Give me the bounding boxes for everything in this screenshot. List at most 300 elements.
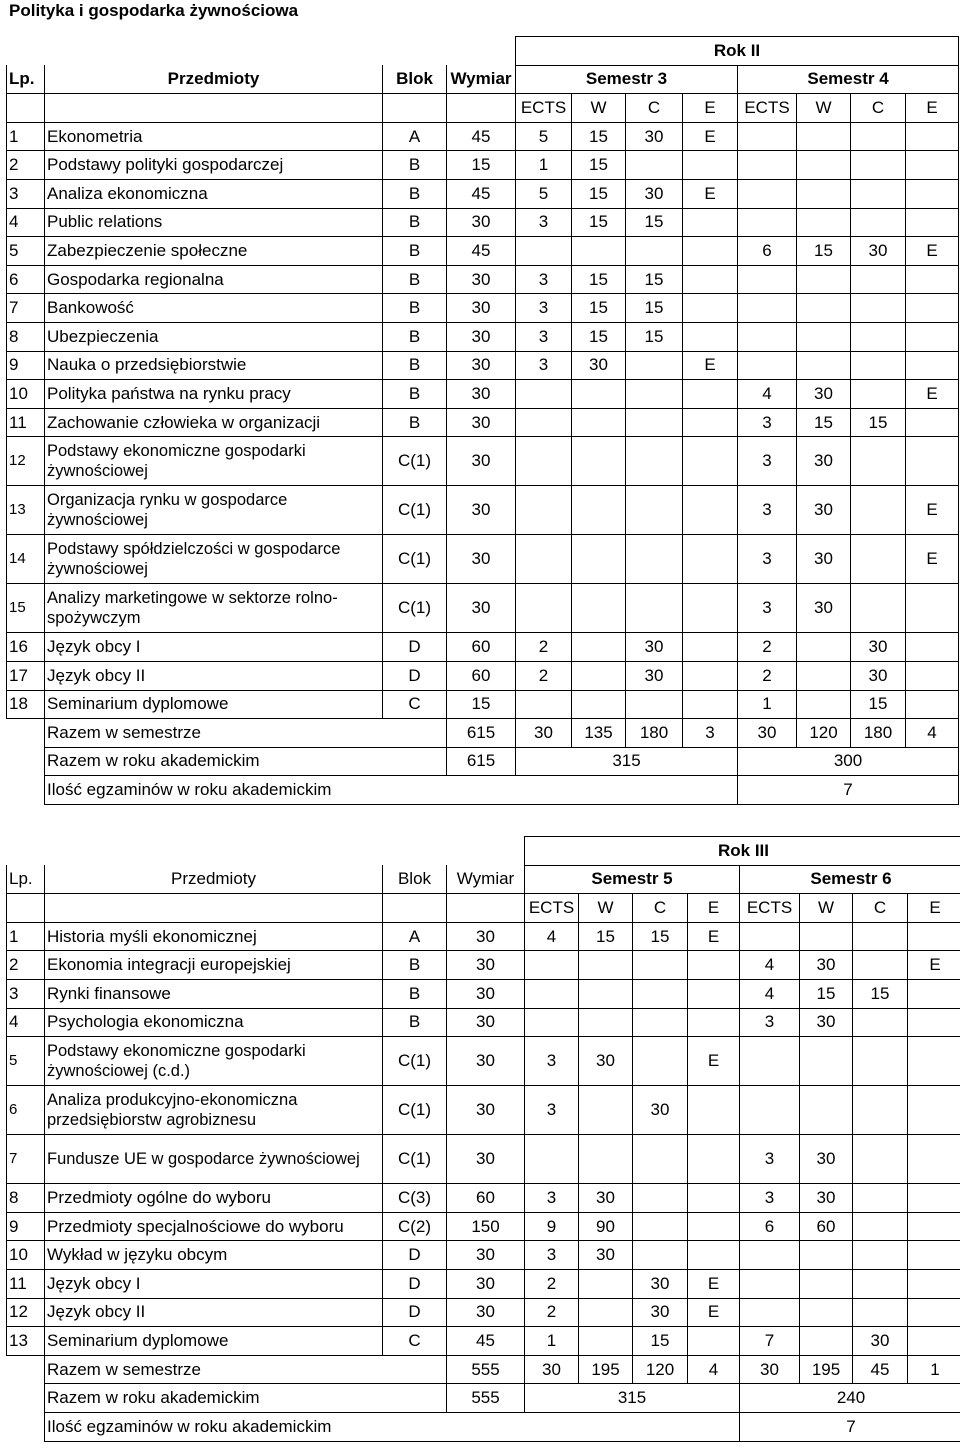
semester-total-value: 135 [572, 719, 626, 748]
lecture-hours [572, 633, 626, 662]
class-hours: 30 [626, 661, 683, 690]
lecture-hours [800, 1086, 853, 1135]
subject-name: Analiza produkcyjno-ekonomiczna przedsiębiorstw agrobiznesu [45, 1086, 383, 1135]
class-hours [851, 486, 906, 535]
course-row [7, 237, 959, 266]
ects: 3 [525, 1086, 579, 1135]
subheader-cell: ECTS [525, 894, 579, 923]
row-number: 1 [7, 922, 45, 951]
class-hours [851, 322, 906, 351]
exam-flag [908, 1086, 960, 1135]
empty-cell [7, 776, 45, 805]
exam-flag [906, 661, 959, 690]
subject-name: Psychologia ekonomiczna [45, 1008, 383, 1037]
course-row [7, 1298, 960, 1327]
row-number: 5 [7, 237, 45, 266]
exam-flag [683, 690, 738, 719]
course-row [7, 922, 960, 951]
lecture-hours: 15 [800, 979, 853, 1008]
row-number: 17 [7, 661, 45, 690]
lecture-hours [579, 1135, 633, 1184]
lecture-hours: 30 [579, 1037, 633, 1086]
semester-total-value: 4 [688, 1355, 740, 1384]
course-row [7, 633, 959, 662]
class-hours: 15 [851, 408, 906, 437]
lecture-hours: 30 [797, 584, 851, 633]
ects: 9 [525, 1212, 579, 1241]
ects: 3 [740, 1184, 800, 1213]
course-row [7, 584, 959, 633]
course-row [7, 1241, 960, 1270]
row-number: 2 [7, 951, 45, 980]
exam-flag [908, 1135, 960, 1184]
lecture-hours [579, 1298, 633, 1327]
ects [738, 151, 797, 180]
class-hours [626, 690, 683, 719]
semester-total-label: Razem w semestrze [45, 1355, 447, 1384]
exam-flag [683, 408, 738, 437]
class-hours [853, 1008, 908, 1037]
lecture-hours [797, 294, 851, 323]
exam-flag [683, 294, 738, 323]
exam-flag [908, 1184, 960, 1213]
hours-total: 15 [447, 690, 516, 719]
hours-total: 60 [447, 1184, 525, 1213]
exam-flag [906, 151, 959, 180]
block-code: C [383, 690, 447, 719]
ects [516, 408, 572, 437]
hours-total: 30 [447, 486, 516, 535]
class-hours: 30 [851, 661, 906, 690]
exam-flag [688, 1327, 740, 1356]
subheader-cell: E [906, 94, 959, 123]
lecture-hours [797, 661, 851, 690]
empty-cell [45, 94, 383, 123]
class-hours [633, 1212, 688, 1241]
ects: 2 [516, 661, 572, 690]
hours-total: 45 [447, 179, 516, 208]
exam-flag [908, 1327, 960, 1356]
lecture-hours: 30 [572, 351, 626, 380]
block-code: B [383, 322, 447, 351]
exam-flag: E [908, 951, 960, 980]
row-number: 4 [7, 1008, 45, 1037]
course-row [7, 1327, 960, 1356]
lecture-hours: 15 [572, 122, 626, 151]
course-row [7, 1037, 960, 1086]
class-hours [626, 437, 683, 486]
ects: 3 [738, 486, 797, 535]
course-row [7, 951, 960, 980]
exam-flag [683, 437, 738, 486]
semester-total-value: 45 [853, 1355, 908, 1384]
exam-flag [683, 633, 738, 662]
semester-total-value: 30 [516, 719, 572, 748]
subjects-header: Przedmioty [45, 865, 383, 894]
subject-name: Zachowanie człowieka w organizacji [45, 408, 383, 437]
row-number: 16 [7, 633, 45, 662]
class-hours [853, 1037, 908, 1086]
class-hours [851, 380, 906, 409]
hours-total: 30 [447, 1037, 525, 1086]
year-total-sem-a: 315 [525, 1384, 740, 1413]
lecture-hours: 30 [797, 437, 851, 486]
lecture-hours: 15 [572, 208, 626, 237]
hours-header: Wymiar [447, 865, 525, 894]
subheader-row [7, 894, 960, 923]
subject-name: Wykład w języku obcym [45, 1241, 383, 1270]
ects: 3 [516, 351, 572, 380]
block-code: D [383, 633, 447, 662]
block-code: D [383, 1298, 447, 1327]
semester-total-value: 615 [447, 719, 516, 748]
row-number: 18 [7, 690, 45, 719]
exam-flag: E [688, 922, 740, 951]
empty-cell [447, 94, 516, 123]
class-hours [853, 1241, 908, 1270]
ects: 1 [525, 1327, 579, 1356]
empty-cell [383, 94, 447, 123]
class-hours: 15 [626, 208, 683, 237]
row-number: 7 [7, 1135, 45, 1184]
hours-total: 30 [447, 584, 516, 633]
subheader-cell: W [572, 94, 626, 123]
lecture-hours: 30 [800, 1135, 853, 1184]
class-hours [853, 922, 908, 951]
exam-flag: E [688, 1269, 740, 1298]
ects: 3 [525, 1037, 579, 1086]
year-total-row [7, 747, 959, 776]
class-hours: 30 [851, 633, 906, 662]
class-hours [626, 535, 683, 584]
row-number: 12 [7, 1298, 45, 1327]
subject-name: Rynki finansowe [45, 979, 383, 1008]
class-hours [851, 122, 906, 151]
exam-flag: E [906, 486, 959, 535]
subject-name: Ekonomia integracji europejskiej [45, 951, 383, 980]
course-row [7, 294, 959, 323]
semester-total-value: 1 [908, 1355, 960, 1384]
course-row [7, 351, 959, 380]
row-number: 4 [7, 208, 45, 237]
lecture-hours: 60 [800, 1212, 853, 1241]
exam-flag: E [906, 237, 959, 266]
lecture-hours: 15 [797, 408, 851, 437]
ects [525, 951, 579, 980]
year-total-sem-b: 240 [740, 1384, 960, 1413]
exams-row [7, 1412, 960, 1441]
class-hours: 30 [853, 1327, 908, 1356]
row-number: 15 [7, 584, 45, 633]
year-2-table [6, 36, 959, 805]
lecture-hours [800, 1037, 853, 1086]
hours-total: 30 [447, 1086, 525, 1135]
block-code: B [383, 979, 447, 1008]
row-number: 5 [7, 1037, 45, 1086]
ects: 3 [738, 535, 797, 584]
lecture-hours [797, 265, 851, 294]
lecture-hours [579, 1086, 633, 1135]
lecture-hours [572, 535, 626, 584]
ects [516, 584, 572, 633]
block-code: B [383, 208, 447, 237]
hours-total: 45 [447, 1327, 525, 1356]
course-row [7, 408, 959, 437]
block-code: C(1) [383, 535, 447, 584]
subject-name: Seminarium dyplomowe [45, 1327, 383, 1356]
class-hours: 15 [626, 294, 683, 323]
empty-cell [7, 94, 45, 123]
ects [525, 979, 579, 1008]
course-row [7, 1269, 960, 1298]
empty-cell [7, 1355, 45, 1384]
hours-total: 60 [447, 661, 516, 690]
ects: 3 [516, 322, 572, 351]
empty-cell [7, 747, 45, 776]
row-number: 10 [7, 380, 45, 409]
exam-flag [688, 1008, 740, 1037]
ects [738, 179, 797, 208]
class-hours [853, 951, 908, 980]
subject-name: Nauka o przedsiębiorstwie [45, 351, 383, 380]
row-number: 3 [7, 179, 45, 208]
class-hours [851, 437, 906, 486]
exam-flag [683, 486, 738, 535]
exam-flag [683, 322, 738, 351]
block-code: B [383, 179, 447, 208]
block-code: D [383, 1241, 447, 1270]
course-row [7, 437, 959, 486]
course-row [7, 1184, 960, 1213]
block-header: Blok [383, 65, 447, 94]
exam-flag [906, 437, 959, 486]
semester-total-value: 180 [851, 719, 906, 748]
class-hours [851, 351, 906, 380]
course-row [7, 661, 959, 690]
class-hours [851, 179, 906, 208]
course-row [7, 1008, 960, 1037]
empty-cell [383, 894, 447, 923]
exam-flag [908, 1269, 960, 1298]
course-row [7, 1135, 960, 1184]
row-number: 6 [7, 1086, 45, 1135]
subject-name: Podstawy spółdzielczości w gospodarce żywnościowej [45, 535, 383, 584]
lecture-hours [797, 633, 851, 662]
lecture-hours [797, 322, 851, 351]
year-total-hours: 615 [447, 747, 516, 776]
ects [516, 486, 572, 535]
block-code: B [383, 1008, 447, 1037]
subject-name: Bankowość [45, 294, 383, 323]
class-hours: 15 [626, 265, 683, 294]
semester-total-value: 30 [740, 1355, 800, 1384]
class-hours [633, 1037, 688, 1086]
subject-name: Język obcy II [45, 661, 383, 690]
class-hours [633, 951, 688, 980]
column-header-row [7, 65, 959, 94]
exam-flag [906, 690, 959, 719]
exam-flag [683, 265, 738, 294]
block-code: C(2) [383, 1212, 447, 1241]
block-code: C(3) [383, 1184, 447, 1213]
lecture-hours: 30 [797, 486, 851, 535]
hours-total: 60 [447, 633, 516, 662]
class-hours: 30 [633, 1269, 688, 1298]
subject-name: Język obcy I [45, 1269, 383, 1298]
lecture-hours [572, 486, 626, 535]
class-hours [853, 1135, 908, 1184]
exam-flag [906, 208, 959, 237]
lecture-hours [797, 351, 851, 380]
block-code: B [383, 237, 447, 266]
ects: 4 [740, 979, 800, 1008]
lecture-hours [579, 1269, 633, 1298]
class-hours [633, 1184, 688, 1213]
semester-total-value: 180 [626, 719, 683, 748]
lecture-hours [797, 122, 851, 151]
empty-cell [45, 894, 383, 923]
class-hours [626, 237, 683, 266]
ects [516, 535, 572, 584]
exam-flag [908, 1298, 960, 1327]
exams-row [7, 776, 959, 805]
ects [738, 322, 797, 351]
hours-header: Wymiar [447, 65, 516, 94]
semester-total-label: Razem w semestrze [45, 719, 447, 748]
year-total-sem-b: 300 [738, 747, 959, 776]
class-hours [633, 1135, 688, 1184]
class-hours [633, 1008, 688, 1037]
class-hours [851, 294, 906, 323]
year-label: Rok III [525, 837, 960, 866]
ects: 3 [740, 1135, 800, 1184]
subject-name: Zabezpieczenie społeczne [45, 237, 383, 266]
subheader-cell: C [851, 94, 906, 123]
lecture-hours: 15 [572, 179, 626, 208]
block-code: C(1) [383, 437, 447, 486]
block-code: C(1) [383, 1135, 447, 1184]
subject-name: Podstawy ekonomiczne gospodarki żywnościowej (c.d.) [45, 1037, 383, 1086]
class-hours: 30 [633, 1298, 688, 1327]
semester-total-value: 3 [683, 719, 738, 748]
row-number: 3 [7, 979, 45, 1008]
exams-count: 7 [738, 776, 959, 805]
lecture-hours: 15 [572, 151, 626, 180]
ects: 5 [516, 122, 572, 151]
semester-b-header: Semestr 4 [738, 65, 959, 94]
ects [525, 1008, 579, 1037]
ects [740, 1298, 800, 1327]
lecture-hours: 30 [800, 1184, 853, 1213]
hours-total: 30 [447, 1135, 525, 1184]
hours-total: 30 [447, 1008, 525, 1037]
course-row [7, 1212, 960, 1241]
year-label: Rok II [516, 37, 959, 66]
class-hours [853, 1298, 908, 1327]
subheader-cell: C [853, 894, 908, 923]
exam-flag [688, 979, 740, 1008]
class-hours: 15 [633, 1327, 688, 1356]
hours-total: 30 [447, 979, 525, 1008]
lecture-hours: 30 [579, 1184, 633, 1213]
ects: 2 [738, 661, 797, 690]
subheader-cell: W [579, 894, 633, 923]
class-hours [853, 1086, 908, 1135]
class-hours: 30 [626, 179, 683, 208]
lecture-hours: 15 [572, 294, 626, 323]
row-number: 2 [7, 151, 45, 180]
block-code: B [383, 408, 447, 437]
hours-total: 45 [447, 122, 516, 151]
course-row [7, 979, 960, 1008]
exam-flag [683, 584, 738, 633]
ects: 4 [525, 922, 579, 951]
course-row [7, 179, 959, 208]
block-code: B [383, 151, 447, 180]
lecture-hours: 15 [572, 322, 626, 351]
lecture-hours: 15 [797, 237, 851, 266]
block-code: C(1) [383, 584, 447, 633]
semester-total-value: 195 [800, 1355, 853, 1384]
row-number: 12 [7, 437, 45, 486]
ects: 4 [738, 380, 797, 409]
subheader-cell: E [683, 94, 738, 123]
row-number: 8 [7, 1184, 45, 1213]
header-spacer [7, 37, 516, 66]
exam-flag [906, 322, 959, 351]
class-hours: 30 [626, 122, 683, 151]
year-3-table [6, 836, 960, 1442]
year-total-row [7, 1384, 960, 1413]
row-number: 9 [7, 351, 45, 380]
ects [738, 265, 797, 294]
semester-total-row [7, 719, 959, 748]
ects: 2 [516, 633, 572, 662]
subheader-cell: C [633, 894, 688, 923]
semester-total-value: 30 [738, 719, 797, 748]
semester-a-header: Semestr 3 [516, 65, 738, 94]
exam-flag: E [688, 1298, 740, 1327]
year-total-hours: 555 [447, 1384, 525, 1413]
lecture-hours: 30 [797, 535, 851, 584]
exam-flag [683, 151, 738, 180]
course-row [7, 208, 959, 237]
block-code: B [383, 951, 447, 980]
row-number: 11 [7, 1269, 45, 1298]
year-total-sem-a: 315 [516, 747, 738, 776]
course-row [7, 690, 959, 719]
block-code: B [383, 380, 447, 409]
exam-flag [688, 1086, 740, 1135]
year-header-row [7, 837, 960, 866]
semester-total-value: 195 [579, 1355, 633, 1384]
lecture-hours [800, 922, 853, 951]
class-hours [851, 535, 906, 584]
class-hours [853, 1269, 908, 1298]
lecture-hours [797, 690, 851, 719]
course-row [7, 486, 959, 535]
subject-name: Język obcy I [45, 633, 383, 662]
hours-total: 30 [447, 1241, 525, 1270]
exam-flag [906, 265, 959, 294]
lecture-hours [800, 1327, 853, 1356]
lecture-hours [800, 1269, 853, 1298]
block-code: A [383, 922, 447, 951]
ects [516, 437, 572, 486]
exams-label: Ilość egzaminów w roku akademickim [45, 1412, 740, 1441]
ects [740, 922, 800, 951]
ects: 3 [516, 294, 572, 323]
